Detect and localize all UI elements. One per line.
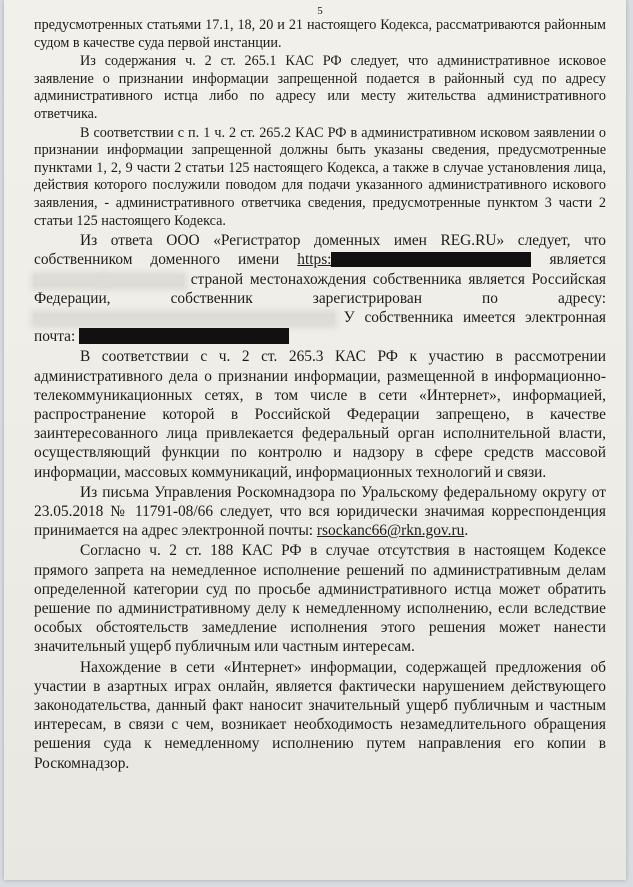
domain-link-text: https: bbox=[297, 251, 332, 269]
paragraph-gambling: Нахождение в сети «Интернет» информации, содержащей предложения об участии в азартных играх онлайн, является фактически нарушением действующего законодательства, данный факт наносит значительный ущерб публичным и частным интересам, в связи с чем, возникает необходимость незамедлительного обращения решения суда к немедленному исполнению путем направления его копии в Роскомнадзор. bbox=[34, 658, 606, 772]
paragraph-art-265-1: Из содержания ч. 2 ст. 265.1 КАС РФ следует, что административное исковое заявление о признании информации запрещенной подается в районный суд по адресу административного истца либо по адресу или месту жительства административного ответчика. bbox=[34, 53, 606, 122]
registrar-text-4: У собственника имеется электронная почта: bbox=[34, 308, 606, 346]
paragraph-art-188: Согласно ч. 2 ст. 188 КАС РФ в случае отсутствия в настоящем Кодексе прямого запрета на немедленное исполнение решений по административным делам определенной категории суд по просьбе административного истца может обратить решение по административному делу к немедленному исполнению, если вследствие особых обстоятельств замедление исполнения этого решения может нанести значительный ущерб публичным или частным интересам. bbox=[34, 542, 606, 656]
rkn-letter-text: Из письма Управления Роскомнадзора по Уральскому федеральному округу от 23.05.2018 № 11791-08/66 следует, что вся юридически значимая корреспонденция принимается на адрес электронной почты: bbox=[34, 483, 606, 540]
paragraph-rkn-letter bbox=[34, 483, 606, 541]
rkn-email-dot: . bbox=[464, 522, 469, 540]
rkn-email: rsockanc66@rkn.gov.ru bbox=[316, 522, 465, 540]
paragraph-art-265-2: В соответствии с п. 1 ч. 2 ст. 265.2 КАС РФ в административном исковом заявлении о признании информации запрещенной должны быть указаны сведения, предусмотренные пунктами 1, 2, 9 части 2 статьи 125 настоящего Кодекса, а также в случае установления лица, действия которого послужили поводом для подачи указанного административного искового заявления, - административного ответчика сведения, предусмотренные пунктом 3 части 2 статьи 125 настоящего Кодекса. bbox=[34, 124, 606, 229]
paragraph-registrar-response bbox=[34, 231, 606, 346]
paragraph-articles: предусмотренных статьями 17.1, 18, 20 и 21 настоящего Кодекса, рассматриваются районным судом в качестве суда первой инстанции. bbox=[34, 17, 606, 51]
registrar-text-1: Из ответа ООО «Регистратор доменных имен REG.RU» следует, что собственником доменного имени bbox=[34, 232, 606, 269]
registrar-text-3: страной местонахождения собственника является Российская Федерации, собственник зарегистрирован по адресу: bbox=[34, 270, 606, 307]
registrar-text-2: является bbox=[531, 251, 606, 269]
document-body bbox=[34, 6, 606, 774]
redacted-domain bbox=[331, 252, 531, 267]
page-number: 5 bbox=[317, 5, 323, 17]
paragraph-art-265-3: В соответствии с ч. 2 ст. 265.3 КАС РФ к участию в рассмотрении административного дела о признании информации, размещенной в информационно-телекоммуникационных сетях, в том числе в сети «Интернет», информацией, распространение которой в Российской Федерации запрещено, в качестве заинтересованного лица привлекается федеральный орган исполнительной власти, осуществляющий функции по контролю и надзору в сфере средств массовой информации, массовых коммуникаций, информационных технологий и связи. bbox=[34, 348, 606, 481]
blurred-owner bbox=[34, 275, 104, 287]
document-page bbox=[4, 0, 626, 880]
blurred-owner-2 bbox=[104, 275, 184, 287]
redacted-email bbox=[79, 328, 289, 344]
blurred-address bbox=[34, 313, 334, 325]
